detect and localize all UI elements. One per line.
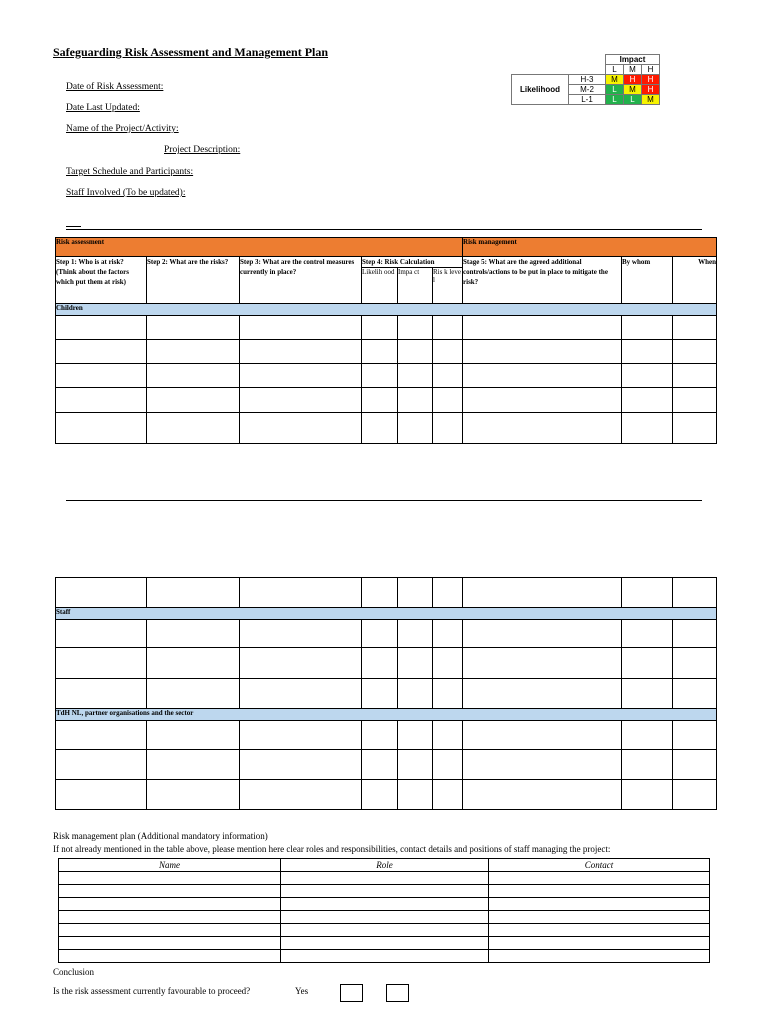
yes-checkbox[interactable] (340, 984, 363, 1002)
likelihood-subheader: Likelih ood (362, 268, 398, 304)
impact-subheader: Impa ct (398, 268, 433, 304)
plan-instruction: If not already mentioned in the table above, please mention here clear roles and responsibilities, contact details and positions of staff managing the project: (53, 844, 611, 854)
table-row (56, 364, 717, 388)
project-name-label: Name of the Project/Activity: (66, 124, 179, 134)
table-row (56, 413, 717, 444)
table-row (59, 924, 710, 937)
page-break-line (66, 500, 702, 501)
contact-column-header: Contact (489, 859, 710, 872)
date-last-updated-label: Date Last Updated: (66, 103, 140, 113)
risk-table-continued (55, 577, 717, 810)
impact-col-l: L (606, 65, 624, 75)
target-schedule-label: Target Schedule and Participants: (66, 167, 194, 177)
table-row (59, 937, 710, 950)
table-row (56, 388, 717, 413)
table-row (56, 679, 717, 709)
risk-assessment-header: Risk assessment (56, 238, 463, 257)
role-column-header: Role (281, 859, 489, 872)
date-of-assessment-label: Date of Risk Assessment: (66, 82, 164, 92)
table-row (59, 911, 710, 924)
step2-header: Step 2: What are the risks? (147, 257, 240, 304)
matrix-cell: L (624, 95, 642, 105)
step1-header: Step 1: Who is at risk? (Think about the factors which put them at risk) (56, 257, 147, 304)
table-row (56, 316, 717, 340)
section-children: Children (56, 304, 717, 316)
risk-table (55, 237, 717, 444)
impact-col-m: M (624, 65, 642, 75)
staff-involved-label: Staff Involved (To be updated): (66, 188, 186, 198)
likelihood-header: Likelihood (512, 75, 569, 105)
table-row (59, 950, 710, 963)
table-row (56, 578, 717, 608)
table-row (59, 885, 710, 898)
table-row (56, 780, 717, 810)
contacts-table (58, 858, 710, 963)
page-title: Safeguarding Risk Assessment and Management Plan (53, 45, 329, 59)
plan-heading: Risk management plan (Additional mandatory information) (53, 831, 268, 841)
by-whom-header: By whom (622, 257, 673, 304)
divider-line (66, 229, 702, 230)
matrix-cell: L (606, 85, 624, 95)
matrix-cell: H (642, 75, 660, 85)
matrix-cell: M (642, 95, 660, 105)
impact-likelihood-matrix (511, 54, 660, 105)
table-row (56, 340, 717, 364)
matrix-cell: M (624, 85, 642, 95)
risk-level-subheader: Ris k leve l (433, 268, 463, 304)
project-description-label: Project Description: (164, 145, 241, 155)
when-header: When (673, 257, 717, 304)
no-checkbox[interactable] (386, 984, 409, 1002)
impact-header: Impact (606, 55, 660, 65)
section-partners: TdH NL, partner organisations and the sector (56, 709, 717, 721)
step4-header: Step 4: Risk Calculation (362, 257, 463, 268)
conclusion-question: Is the risk assessment currently favourable to proceed? (53, 986, 251, 996)
matrix-cell: H (642, 85, 660, 95)
table-row (56, 620, 717, 648)
likelihood-row-label: H-3 (569, 75, 606, 85)
table-row (56, 721, 717, 750)
matrix-cell: M (606, 75, 624, 85)
impact-col-h: H (642, 65, 660, 75)
table-row (59, 898, 710, 911)
table-row (56, 750, 717, 780)
matrix-cell: L (606, 95, 624, 105)
matrix-cell: H (624, 75, 642, 85)
table-row (56, 648, 717, 679)
name-column-header: Name (59, 859, 281, 872)
stage5-header: Stage 5: What are the agreed additional controls/actions to be put in place to mitigate the risk? (463, 257, 622, 304)
likelihood-row-label: L-1 (569, 95, 606, 105)
likelihood-row-label: M-2 (569, 85, 606, 95)
table-row (59, 872, 710, 885)
step3-header: Step 3: What are the control measures currently in place? (240, 257, 362, 304)
section-staff: Staff (56, 608, 717, 620)
short-underline (66, 226, 81, 227)
conclusion-heading: Conclusion (53, 967, 95, 977)
risk-management-header: Risk management (463, 238, 717, 257)
yes-label: Yes (295, 986, 309, 996)
